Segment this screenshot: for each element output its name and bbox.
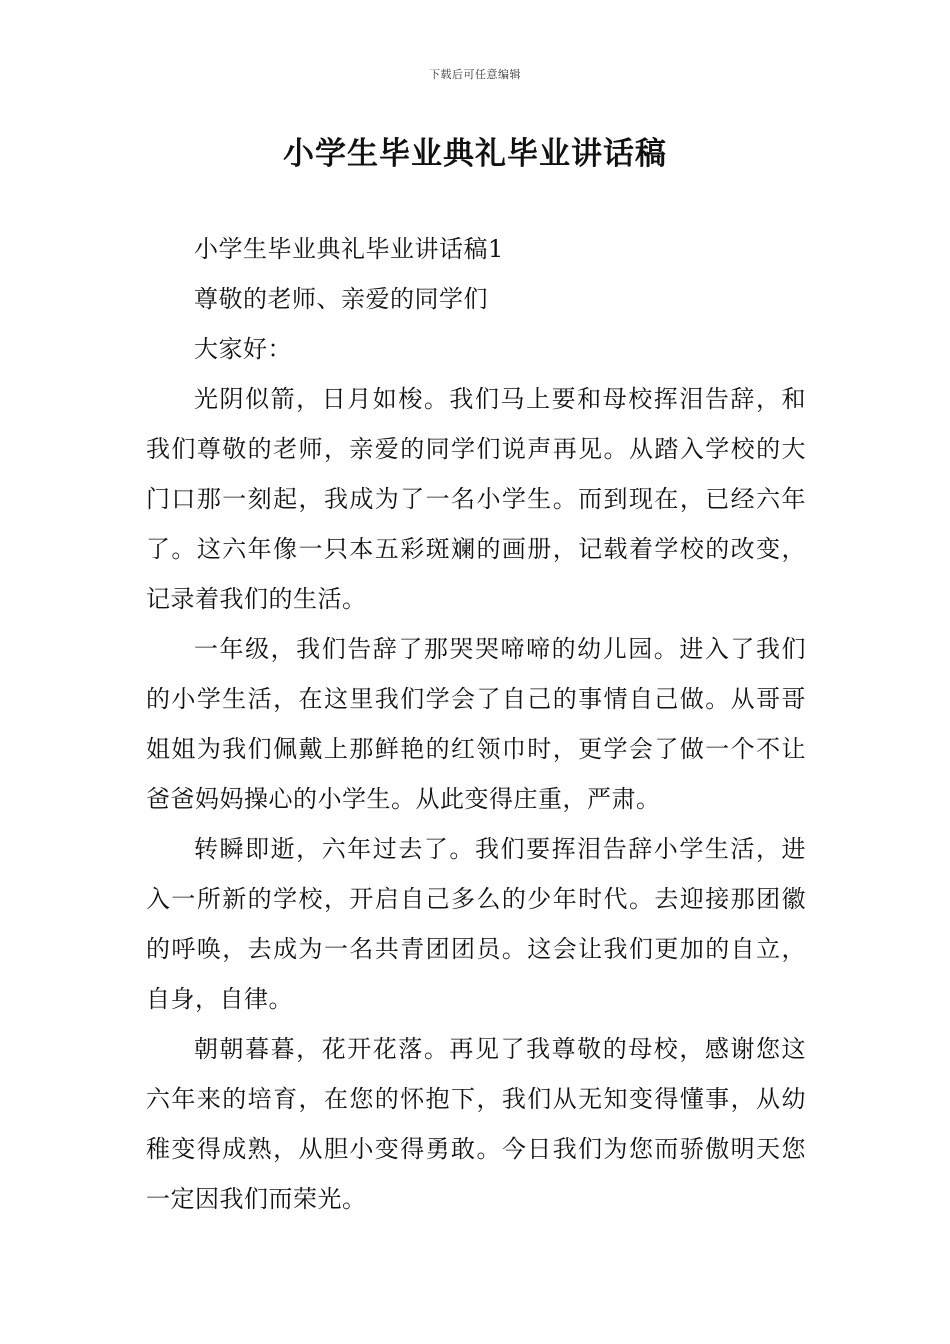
document-title: 小学生毕业典礼毕业讲话稿 bbox=[283, 136, 667, 172]
speech-heading: 小学生毕业典礼毕业讲话稿1 bbox=[194, 235, 504, 263]
paragraph-first-grade: 一年级，我们告辞了那哭哭啼啼的幼儿园。进入了我们的小学生活，在这里我们学会了自己的事情自己做。从哥哥姐姐为我们佩戴上那鲜艳的红领巾时，更学会了做一个不让爸爸妈妈操心的小学生。从此变得庄重，严肃。 bbox=[146, 635, 806, 813]
salutation: 尊敬的老师、亲爱的同学们 bbox=[194, 285, 488, 313]
paragraph-intro: 光阴似箭，日月如梭。我们马上要和母校挥泪告辞，和我们尊敬的老师，亲爱的同学们说声再见。从踏入学校的大门口那一刻起，我成为了一名小学生。而到现在，已经六年了。这六年像一只本五彩斑斓的画册，记载着学校的改变，记录着我们的生活。 bbox=[146, 385, 806, 613]
paragraph-six-years: 转瞬即逝，六年过去了。我们要挥泪告辞小学生活，进入一所新的学校，开启自己多么的少年时代。去迎接那团徽的呼唤，去成为一名共青团团员。这会让我们更加的自立，自身，自律。 bbox=[146, 835, 806, 1013]
page-header-note: 下载后可任意编辑 bbox=[429, 68, 521, 81]
paragraph-farewell: 朝朝暮暮，花开花落。再见了我尊敬的母校，感谢您这六年来的培育，在您的怀抱下，我们从无知变得懂事，从幼稚变得成熟，从胆小变得勇敢。今日我们为您而骄傲明天您一定因我们而荣光。 bbox=[146, 1035, 806, 1213]
greeting: 大家好： bbox=[194, 335, 292, 363]
document-body bbox=[146, 224, 806, 1224]
